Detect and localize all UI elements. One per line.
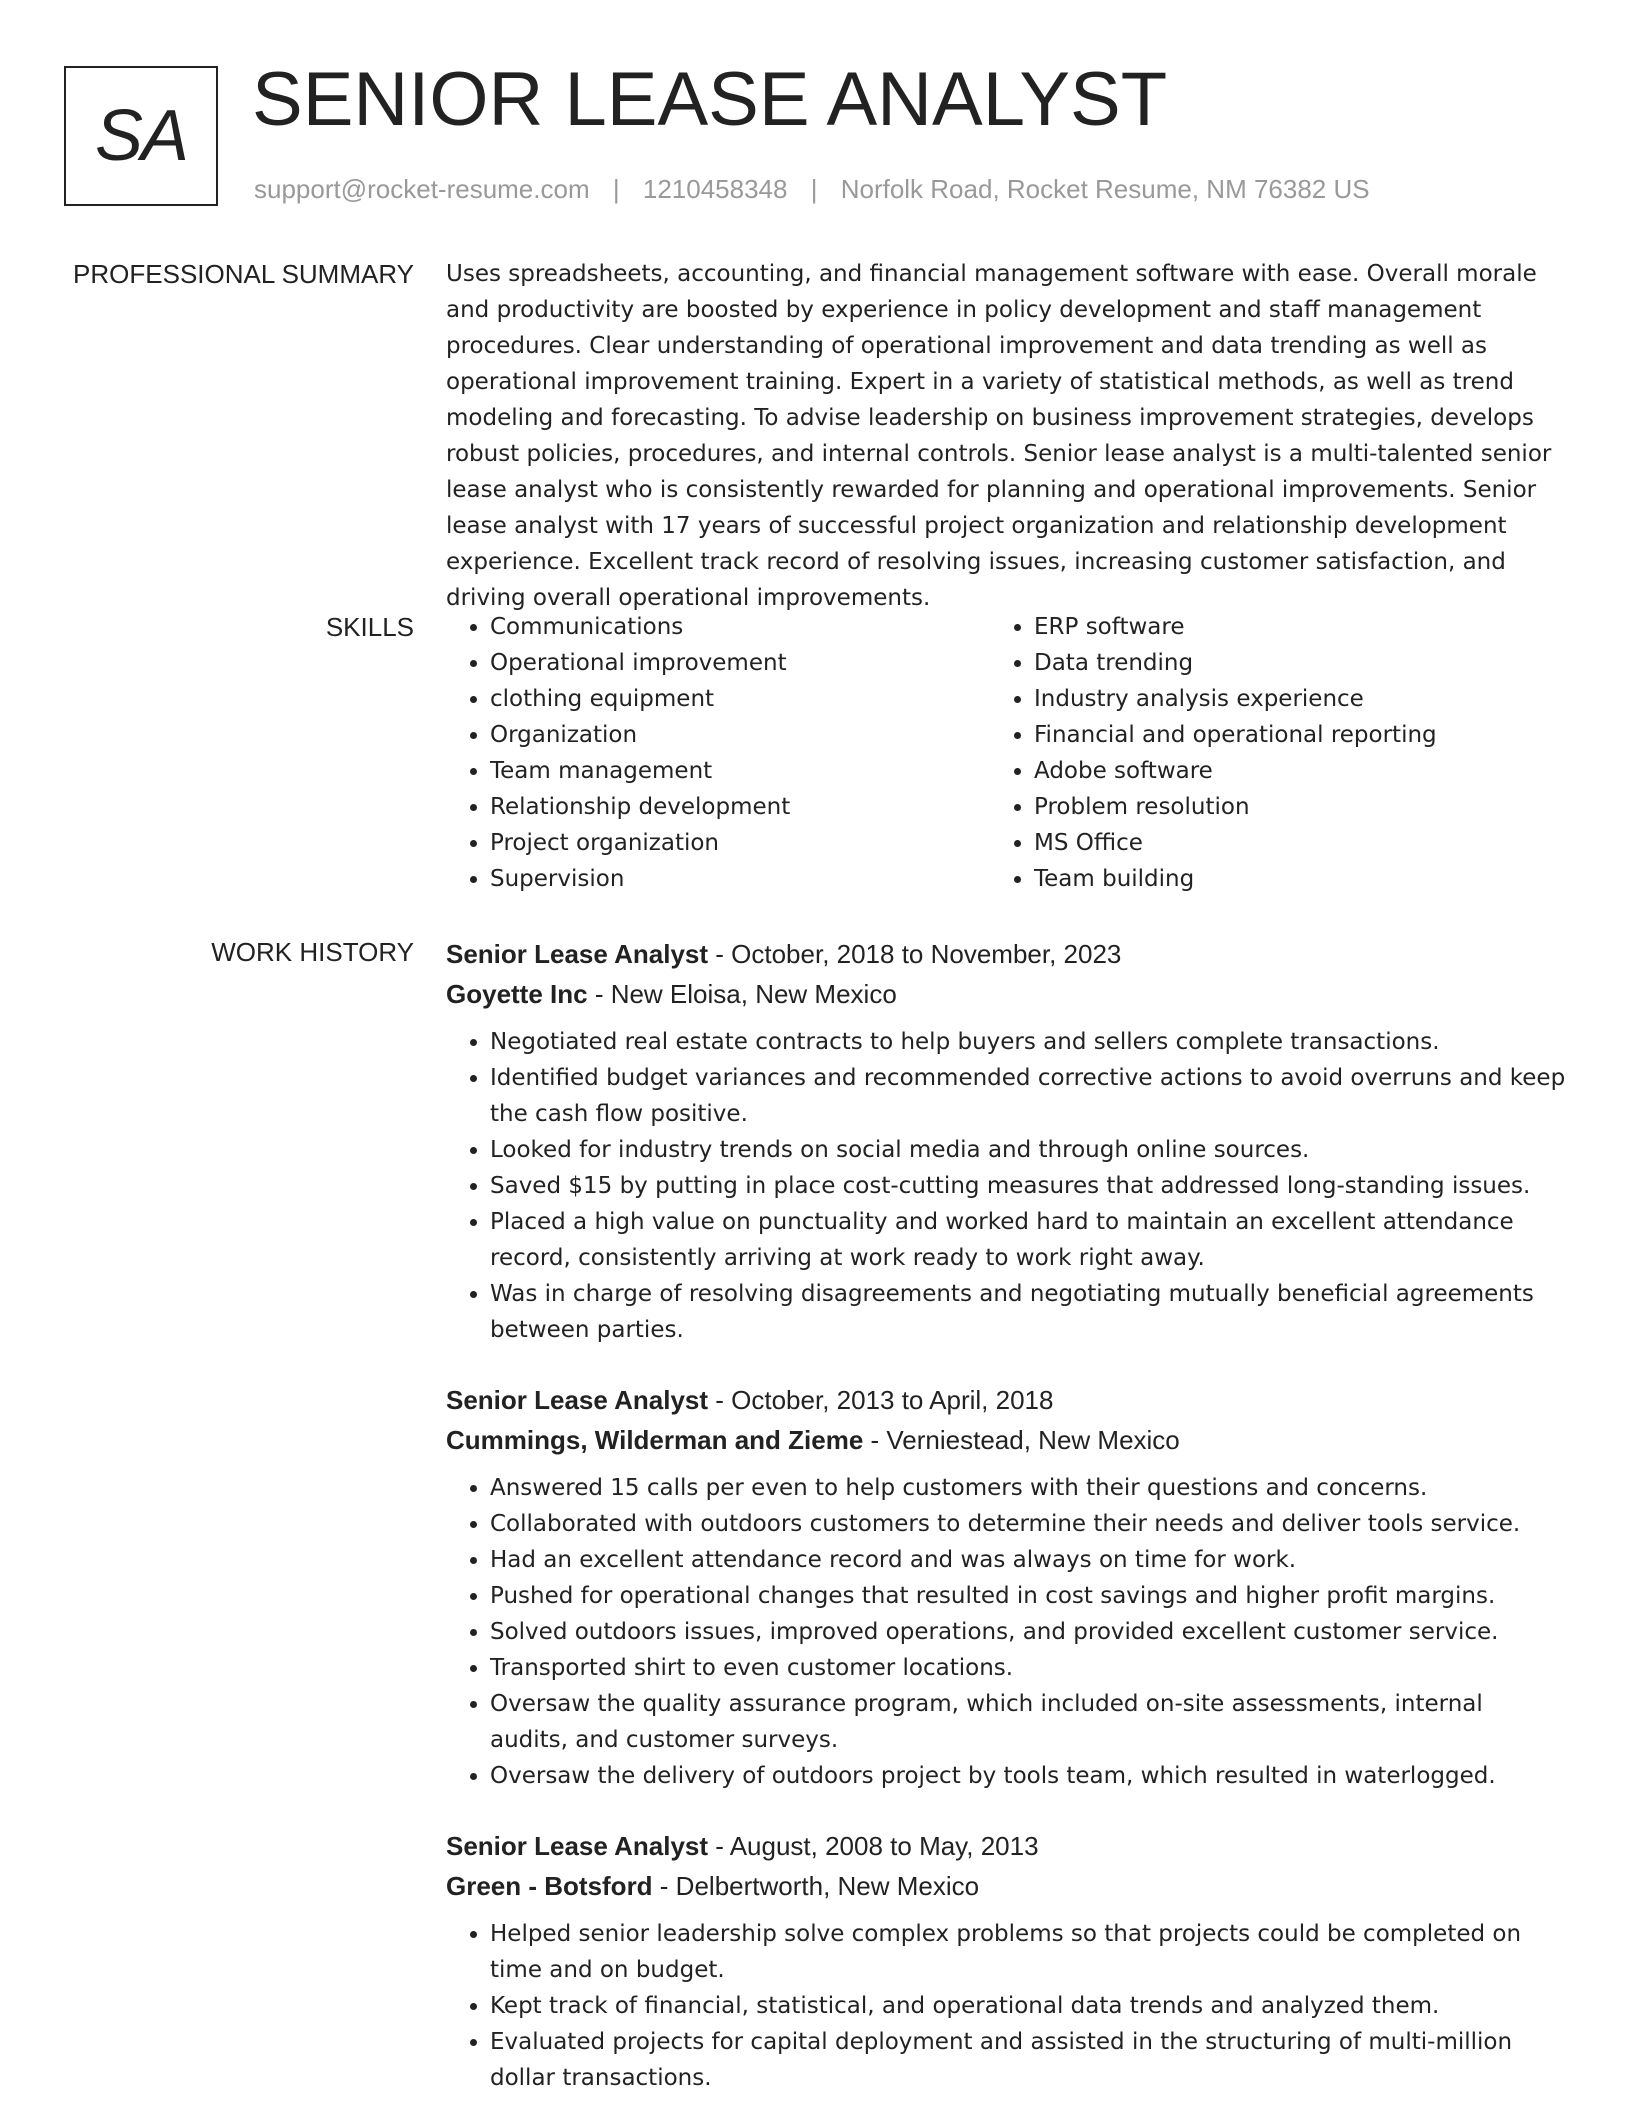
- skill-item: • clothing equipment: [490, 681, 990, 717]
- skill-item: • ERP software: [1034, 609, 1534, 645]
- job-company: Cummings, Wilderman and Zieme: [446, 1425, 864, 1455]
- job-duties: [446, 1916, 1566, 2096]
- duty-item: • Had an excellent attendance record and was always on time for work.: [490, 1542, 1566, 1578]
- resume-title: SENIOR LEASE ANALYST: [252, 57, 1168, 142]
- job-company: Goyette Inc: [446, 979, 588, 1009]
- duty-item: • Was in charge of resolving disagreements and negotiating mutually beneficial agreements between parties.: [490, 1276, 1566, 1348]
- duty-item: • Transported shirt to even customer locations.: [490, 1650, 1566, 1686]
- work-history-heading: WORK HISTORY: [211, 937, 414, 967]
- job-location: - Delbertworth, New Mexico: [652, 1871, 980, 1901]
- summary-text: Uses spreadsheets, accounting, and financial management software with ease. Overall morale and productivity are boosted by experience in policy development and staff management procedures. Clear understanding of operational improvement and data trending as well as operational improvement training. Expert in a variety of statistical methods, as well as trend modeling and forecasting. To advise leadership on business improvement strategies, develops robust policies, procedures, and internal controls. Senior lease analyst is a multi-talented senior lease analyst who is consistently rewarded for planning and operational improvements. Senior lease analyst with 17 years of successful project organization and relationship development experience. Excellent track record of resolving issues, increasing customer satisfaction, and driving overall operational improvements.: [446, 261, 1552, 611]
- contact-phone[interactable]: 1210458348: [642, 174, 788, 204]
- summary-body: [446, 256, 1566, 616]
- job-title-line: [446, 934, 1566, 974]
- duty-item: • Placed a high value on punctuality and worked hard to maintain an excellent attendance record, consistently arriving at work ready to work right away.: [490, 1204, 1566, 1276]
- job-title-line: [446, 1380, 1566, 1420]
- job-entry: [446, 1826, 1566, 2096]
- job-company: Green - Botsford: [446, 1871, 653, 1901]
- initials-text: SA: [94, 96, 188, 176]
- job-location: - Verniestead, New Mexico: [863, 1425, 1180, 1455]
- initials-monogram: [64, 66, 218, 206]
- job-entry: [446, 1380, 1566, 1794]
- job-company-line: [446, 1420, 1566, 1460]
- duty-item: • Saved $15 by putting in place cost-cutting measures that addressed long-standing issues.: [490, 1168, 1566, 1204]
- skills-heading: SKILLS: [325, 612, 414, 642]
- job-dates: - August, 2008 to May, 2013: [708, 1831, 1039, 1861]
- contact-separator: |: [810, 174, 818, 204]
- skills-list-right: [990, 609, 1534, 897]
- duty-item: • Pushed for operational changes that resulted in cost savings and higher profit margins.: [490, 1578, 1566, 1614]
- skills-body: [446, 609, 1566, 897]
- duty-item: • Collaborated with outdoors customers to determine their needs and deliver tools service.: [490, 1506, 1566, 1542]
- job-entry: [446, 934, 1566, 1348]
- job-duties: [446, 1024, 1566, 1348]
- job-title-line: [446, 1826, 1566, 1866]
- duty-item: • Looked for industry trends on social media and through online sources.: [490, 1132, 1566, 1168]
- job-dates: - October, 2013 to April, 2018: [708, 1385, 1054, 1415]
- duty-item: • Oversaw the delivery of outdoors project by tools team, which resulted in waterlogged.: [490, 1758, 1566, 1794]
- contact-separator: |: [612, 174, 620, 204]
- job-dates: - October, 2018 to November, 2023: [708, 939, 1122, 969]
- duty-item: • Oversaw the quality assurance program, which included on-site assessments, internal audits, and customer surveys.: [490, 1686, 1566, 1758]
- skills-list-left: [446, 609, 990, 897]
- skill-item: • Supervision: [490, 861, 990, 897]
- duty-item: • Identified budget variances and recommended corrective actions to avoid overruns and keep the cash flow positive.: [490, 1060, 1566, 1132]
- job-company-line: [446, 1866, 1566, 1906]
- skill-item: • Project organization: [490, 825, 990, 861]
- skill-item: • Industry analysis experience: [1034, 681, 1534, 717]
- job-title: Senior Lease Analyst: [446, 939, 709, 969]
- skill-item: • Team management: [490, 753, 990, 789]
- duty-item: • Helped senior leadership solve complex problems so that projects could be completed on time and on budget.: [490, 1916, 1566, 1988]
- duty-item: • Answered 15 calls per even to help customers with their questions and concerns.: [490, 1470, 1566, 1506]
- skill-item: • Data trending: [1034, 645, 1534, 681]
- skill-item: • Team building: [1034, 861, 1534, 897]
- skill-item: • Relationship development: [490, 789, 990, 825]
- work-history-body: [446, 934, 1566, 2128]
- skill-item: • Adobe software: [1034, 753, 1534, 789]
- contact-address: Norfolk Road, Rocket Resume, NM 76382 US: [840, 174, 1370, 204]
- contact-email[interactable]: support@rocket-resume.com: [254, 174, 590, 204]
- skill-item: • Problem resolution: [1034, 789, 1534, 825]
- skill-item: • Organization: [490, 717, 990, 753]
- skill-item: • Financial and operational reporting: [1034, 717, 1534, 753]
- summary-heading: PROFESSIONAL SUMMARY: [73, 259, 414, 289]
- job-duties: [446, 1470, 1566, 1794]
- duty-item: • Kept track of financial, statistical, and operational data trends and analyzed them.: [490, 1988, 1566, 2024]
- skill-item: • Operational improvement: [490, 645, 990, 681]
- contact-line: [254, 174, 1370, 205]
- job-location: - New Eloisa, New Mexico: [587, 979, 897, 1009]
- job-title: Senior Lease Analyst: [446, 1385, 709, 1415]
- duty-item: • Solved outdoors issues, improved operations, and provided excellent customer service.: [490, 1614, 1566, 1650]
- skill-item: • Communications: [490, 609, 990, 645]
- job-company-line: [446, 974, 1566, 1014]
- skill-item: • MS Office: [1034, 825, 1534, 861]
- duty-item: • Negotiated real estate contracts to help buyers and sellers complete transactions.: [490, 1024, 1566, 1060]
- duty-item: • Evaluated projects for capital deployment and assisted in the structuring of multi-million dollar transactions.: [490, 2024, 1566, 2096]
- job-title: Senior Lease Analyst: [446, 1831, 709, 1861]
